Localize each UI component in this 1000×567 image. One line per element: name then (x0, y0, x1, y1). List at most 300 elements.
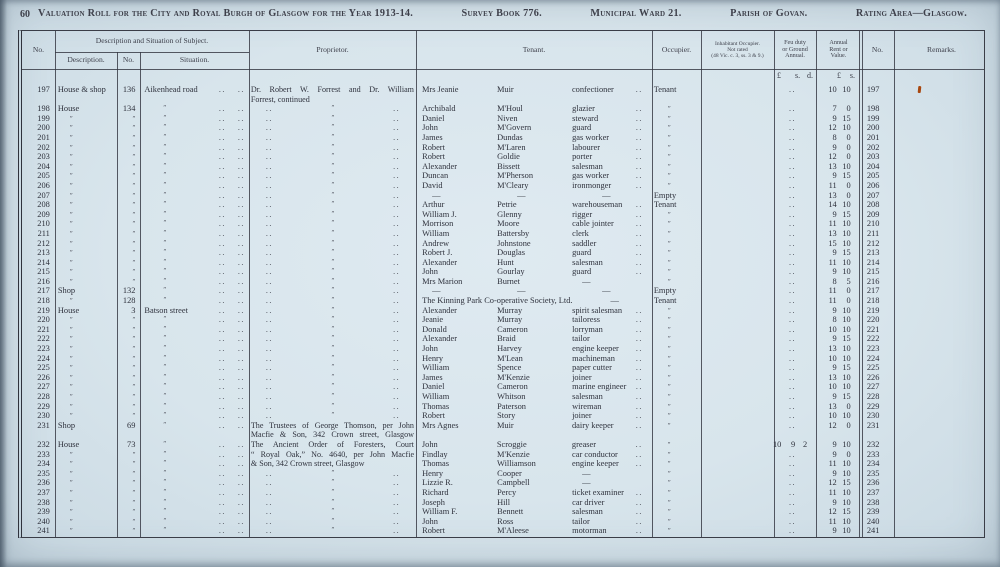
cell-street-no: ″ (132, 258, 136, 267)
cell-street-no: 132 (122, 286, 136, 296)
cell-remarks (890, 152, 984, 162)
col-header-description: Description. (67, 55, 105, 65)
col-header-street-no: No. (122, 55, 135, 65)
cell-occupier: ″ (667, 335, 671, 344)
cell-remarks (890, 402, 984, 412)
cell-annual-rent: 11 0 (828, 286, 851, 296)
cell-entry-no: 231 (37, 420, 50, 430)
cell-annual-rent: 12 10 (828, 123, 851, 133)
cell-feu-duty: .. (789, 190, 797, 200)
cell-situation: ″ .. .. (163, 296, 245, 306)
cell-remarks (890, 459, 984, 469)
cell-feu-duty: .. (789, 497, 797, 507)
cell-remarks (890, 373, 984, 383)
cell-entry-no-right: 216 (866, 276, 880, 286)
cell-proprietor: .. ″ .. (265, 228, 401, 238)
cell-occupier: ″ (667, 153, 671, 162)
cell-annual-rent: 15 10 (828, 238, 851, 248)
cell-annual-rent: 9 15 (832, 209, 851, 219)
cell-inhabitant-occupier (698, 392, 771, 402)
cell-tenant: William Whitson salesman .. (422, 392, 643, 401)
table-row (22, 171, 984, 181)
cell-annual-rent: 13 10 (828, 372, 851, 382)
cell-remarks (890, 315, 984, 325)
cell-remarks (890, 488, 984, 498)
cell-entry-no-right: 221 (866, 324, 880, 334)
cell-street-no: ″ (132, 354, 136, 363)
cell-situation: ″ .. .. (163, 497, 245, 507)
cell-inhabitant-occupier (698, 229, 771, 239)
cell-annual-rent: 10 10 (828, 382, 851, 392)
cell-tenant: Robert M'Aleese motorman .. (422, 526, 643, 536)
col-header-group: Description and Situation of Subject. (95, 36, 209, 46)
table-row (22, 229, 984, 239)
cell-street-no: ″ (132, 191, 136, 200)
cell-feu-duty: .. (789, 411, 797, 421)
cell-annual-rent: 7 0 (832, 104, 851, 114)
cell-remarks (890, 440, 984, 450)
cell-occupier: ″ (667, 239, 671, 248)
cell-street-no: ″ (132, 469, 136, 478)
cell-tenant: Alexander Bissett salesman .. (422, 161, 643, 171)
cell-situation: ″ .. .. (163, 526, 245, 536)
cell-tenant: David M'Cleary ironmonger .. (422, 180, 643, 190)
cell-entry-no-right: 208 (866, 200, 880, 210)
cell-proprietor: .. ″ .. (265, 315, 401, 325)
cell-entry-no: 211 (37, 228, 50, 238)
cell-inhabitant-occupier (698, 152, 771, 162)
cell-street-no: ″ (132, 220, 136, 229)
cell-description: ″ (69, 460, 73, 469)
cell-tenant: Alexander Braid tailor .. (422, 334, 643, 344)
cell-entry-no-right: 233 (866, 449, 880, 459)
table-row (22, 152, 984, 162)
cell-annual-rent: 12 0 (828, 420, 851, 430)
cell-proprietor: .. ″ .. (265, 248, 401, 258)
cell-feu-duty: .. (789, 248, 797, 258)
cell-description: ″ (69, 220, 73, 229)
cell-situation: ″ .. .. (163, 363, 245, 373)
cell-proprietor: .. ″ .. (265, 161, 401, 171)
cell-feu-duty: .. (789, 344, 797, 354)
cell-feu-duty: .. (789, 238, 797, 248)
cell-tenant: Mrs Jeanie Muir confectioner .. (421, 85, 643, 94)
cell-inhabitant-occupier (698, 296, 771, 306)
cell-feu-duty: .. (789, 459, 797, 469)
cell-street-no: ″ (132, 201, 136, 210)
cell-annual-rent: 10 10 (828, 353, 851, 363)
cell-feu-duty: .. (789, 276, 797, 286)
cell-proprietor: .. ″ .. (265, 363, 401, 373)
cell-occupier: Tenant (653, 85, 677, 94)
cell-situation: ″ .. .. (163, 113, 245, 123)
cell-description: ″ (69, 354, 73, 363)
cell-proprietor: .. ″ .. (265, 142, 401, 152)
cell-entry-no-right: 228 (866, 392, 880, 401)
cell-annual-rent: 10 10 (828, 411, 851, 421)
cell-description: ″ (69, 201, 73, 210)
cell-street-no: ″ (132, 488, 136, 497)
cell-annual-rent: 9 0 (832, 449, 851, 459)
cell-occupier: ″ (667, 517, 671, 526)
cell-situation: ″ .. .. (163, 132, 245, 142)
cell-annual-rent: 13 0 (828, 190, 851, 200)
cell-proprietor: .. ″ .. (265, 200, 401, 210)
cell-situation: ″ .. .. (163, 449, 245, 459)
cell-tenant: Daniel Cameron marine engineer .. (422, 382, 643, 392)
table-row (22, 469, 984, 479)
cell-occupier: Tenant (653, 200, 677, 210)
cell-inhabitant-occupier (698, 200, 771, 210)
cell-remarks (890, 498, 984, 508)
cell-annual-rent: 9 15 (832, 334, 851, 344)
cell-feu-duty: .. (789, 478, 797, 488)
cell-inhabitant-occupier (698, 325, 771, 335)
cell-inhabitant-occupier (698, 258, 771, 268)
cell-description: ″ (69, 373, 73, 382)
cell-entry-no: 200 (37, 123, 50, 133)
cell-remarks (890, 123, 984, 133)
cell-situation: ″ .. .. (163, 315, 245, 325)
cell-street-no: ″ (132, 239, 136, 248)
cell-feu-duty: .. (789, 219, 797, 229)
cell-street-no: ″ (132, 412, 136, 421)
table-row (22, 210, 984, 220)
cell-tenant: The Kinning Park Co-operative Society, Ltd. — (422, 296, 619, 306)
cell-street-no: 128 (122, 296, 136, 306)
cell-entry-no: 214 (37, 257, 50, 267)
cell-entry-no: 201 (37, 132, 50, 142)
table-row (22, 219, 984, 229)
cell-situation: Batson street .. .. (144, 305, 245, 315)
cell-description: ″ (69, 527, 73, 536)
cell-situation: ″ .. .. (163, 344, 245, 354)
cell-occupier: Empty (653, 190, 677, 200)
cell-occupier: ″ (667, 373, 671, 382)
cell-occupier: ″ (667, 306, 671, 315)
cell-annual-rent: 9 10 (832, 305, 851, 315)
cell-occupier: ″ (667, 354, 671, 363)
table-row (22, 325, 984, 335)
cell-inhabitant-occupier (698, 488, 771, 498)
cell-inhabitant-occupier (698, 248, 771, 258)
cell-feu-duty: .. (789, 113, 797, 123)
title-segment-survey-book: Survey Book 776. (461, 8, 542, 19)
cell-proprietor: .. ″ .. (265, 209, 401, 219)
cell-proprietor: .. ″ .. (265, 468, 401, 478)
cell-feu-duty: .. (789, 161, 797, 171)
cell-situation: ″ .. .. (163, 372, 245, 382)
cell-situation: ″ .. .. (163, 267, 245, 277)
cell-remarks (890, 382, 984, 392)
cell-feu-duty: .. (789, 152, 797, 162)
page-title (38, 8, 967, 19)
cell-occupier: ″ (667, 143, 671, 152)
cell-entry-no: 223 (37, 344, 50, 354)
cell-occupier: ″ (667, 393, 671, 401)
cell-description: ″ (69, 191, 73, 200)
page-edge-shadow (0, 0, 7, 567)
cell-feu-duty: .. (789, 372, 797, 382)
cell-feu-duty: .. (789, 420, 796, 430)
cell-feu-duty: .. (789, 353, 797, 363)
cell-occupier: Tenant (653, 296, 677, 306)
cell-situation: ″ .. .. (163, 171, 245, 181)
cell-inhabitant-occupier (698, 478, 771, 488)
cell-inhabitant-occupier (698, 315, 771, 325)
cell-entry-no: 212 (37, 238, 50, 248)
cell-tenant: Joseph Hill car driver .. (422, 497, 643, 507)
table-row (22, 191, 984, 201)
cell-occupier: ″ (667, 469, 671, 478)
table-row (22, 143, 984, 153)
table-row (22, 133, 984, 143)
cell-inhabitant-occupier (698, 334, 771, 344)
table-row (22, 411, 984, 421)
cell-entry-no-right: 240 (866, 516, 880, 526)
cell-occupier: ″ (667, 220, 671, 229)
cell-occupier: ″ (667, 440, 671, 449)
cell-inhabitant-occupier (698, 459, 771, 469)
cell-entry-no: 220 (37, 315, 50, 325)
cell-feu-duty: .. (789, 526, 797, 536)
cell-street-no: ″ (132, 172, 136, 181)
cell-occupier: ″ (667, 450, 671, 459)
cell-remarks (890, 248, 984, 258)
cell-entry-no: 234 (37, 459, 50, 469)
cell-tenant: Arthur Petrie warehouseman .. (422, 200, 643, 210)
cell-situation: ″ .. .. (163, 180, 245, 190)
cell-entry-no-right: 226 (866, 372, 880, 382)
cell-inhabitant-occupier (698, 239, 771, 249)
cell-tenant: Robert Story joiner .. (422, 411, 643, 421)
cell-inhabitant-occupier (698, 181, 771, 191)
cell-remarks (890, 421, 984, 440)
cell-entry-no: 239 (37, 507, 50, 517)
cell-description: ″ (69, 277, 73, 286)
cell-proprietor: .. ″ .. (265, 516, 401, 526)
table-row (22, 334, 984, 344)
cell-tenant: Findlay M'Kenzie car conductor .. (422, 449, 643, 459)
cell-situation: ″ .. .. (163, 248, 245, 258)
cell-annual-rent: 12 0 (828, 152, 851, 162)
cell-tenant: Robert M'Laren labourer .. (422, 142, 643, 152)
cell-street-no: ″ (132, 181, 136, 190)
cell-situation: ″ .. .. (163, 392, 245, 401)
cell-tenant: James M'Kenzie joiner .. (422, 372, 643, 382)
cell-remarks (890, 258, 984, 268)
cell-feu-duty: .. (789, 200, 797, 210)
cell-entry-no-right: 206 (866, 180, 880, 190)
cell-entry-no: 226 (37, 372, 50, 382)
cell-entry-no: 241 (37, 526, 50, 536)
cell-street-no: ″ (132, 335, 136, 344)
cell-inhabitant-occupier (698, 219, 771, 229)
cell-inhabitant-occupier (698, 143, 771, 153)
cell-tenant: William Battersby clerk .. (422, 228, 643, 238)
cell-annual-rent: 8 10 (832, 315, 851, 325)
cell-annual-rent: 9 10 (832, 497, 851, 507)
cell-tenant: Thomas Williamson engine keeper .. (422, 459, 643, 469)
cell-street-no: 3 (131, 305, 136, 315)
cell-situation: ″ .. .. (163, 516, 245, 526)
cell-annual-rent: 14 10 (828, 200, 851, 210)
cell-street-no: ″ (132, 479, 136, 488)
cell-annual-rent: 9 0 (832, 142, 851, 152)
cell-feu-duty: .. (789, 209, 797, 219)
table-row (22, 488, 984, 498)
cell-inhabitant-occupier (698, 526, 771, 536)
cell-tenant: Robert J. Douglas guard .. (422, 248, 643, 258)
cell-feu-duty: .. (789, 267, 797, 277)
cell-description: ″ (69, 239, 73, 248)
cell-street-no: ″ (132, 210, 136, 219)
cell-entry-no-right: 198 (866, 104, 880, 114)
cell-annual-rent: 11 10 (828, 487, 851, 497)
cell-proprietor: .. ″ .. (265, 372, 401, 382)
cell-entry-no: 228 (37, 392, 50, 401)
cell-inhabitant-occupier (698, 507, 771, 517)
cell-inhabitant-occupier (698, 344, 771, 354)
cell-tenant: John Harvey engine keeper .. (422, 344, 643, 354)
cell-remarks (890, 306, 984, 316)
cell-annual-rent: 13 10 (828, 344, 851, 354)
cell-feu-duty: .. (789, 382, 797, 392)
cell-entry-no-right: 204 (866, 161, 880, 171)
cell-occupier: ″ (667, 124, 671, 133)
cell-annual-rent: 11 10 (828, 219, 851, 229)
cell-situation: ″ .. .. (163, 123, 245, 133)
cell-entry-no-right: 215 (866, 267, 880, 277)
col-header-no-right: No. (871, 44, 884, 54)
cell-proprietor: .. ″ .. (265, 411, 401, 421)
cell-occupier: ″ (667, 383, 671, 392)
cell-proprietor: .. ″ .. (265, 324, 401, 334)
cell-entry-no: 227 (37, 382, 50, 392)
cell-entry-no-right: 199 (866, 113, 880, 123)
cell-annual-rent: 10 10 (828, 85, 851, 94)
cell-annual-rent: 11 10 (828, 459, 851, 469)
cell-tenant: Lizzie R. Campbell — (422, 478, 591, 488)
cell-annual-rent: 9 15 (832, 171, 851, 181)
cell-feu-duty: .. (789, 180, 797, 190)
cell-occupier: ″ (667, 277, 671, 286)
cell-inhabitant-occupier (698, 517, 771, 527)
cell-entry-no: 235 (37, 468, 50, 478)
cell-entry-no-right: 229 (866, 401, 880, 411)
cell-entry-no: 222 (37, 334, 50, 344)
cell-inhabitant-occupier (698, 373, 771, 383)
cell-proprietor: .. ″ .. (265, 497, 401, 507)
cell-inhabitant-occupier (698, 402, 771, 412)
table-row (22, 200, 984, 210)
cell-proprietor: .. ″ .. (265, 334, 401, 344)
cell-street-no: ″ (132, 114, 136, 123)
cell-proprietor: .. ″ .. (265, 104, 401, 114)
cell-proprietor: .. ″ .. (265, 238, 401, 248)
cell-street-no: 134 (122, 104, 136, 114)
cell-annual-rent: 11 10 (828, 516, 851, 526)
cell-annual-rent: 12 15 (828, 478, 851, 488)
cell-occupier: ″ (667, 402, 671, 411)
cell-situation: ″ .. .. (163, 487, 245, 497)
cell-situation: ″ .. .. (163, 382, 245, 392)
cell-remarks (890, 191, 984, 201)
cell-entry-no: 206 (37, 180, 50, 190)
cell-tenant: Robert Goldie porter .. (422, 152, 643, 162)
cell-occupier: ″ (667, 479, 671, 488)
cell-entry-no-right: 219 (866, 305, 880, 315)
cell-tenant: James Dundas gas worker .. (422, 132, 643, 142)
table-row (22, 354, 984, 364)
cell-entry-no: 240 (37, 516, 50, 526)
cell-remarks (890, 210, 984, 220)
cell-inhabitant-occupier (698, 363, 771, 373)
cell-entry-no-right: 207 (866, 190, 880, 200)
cell-occupier: ″ (667, 460, 671, 469)
cell-street-no: ″ (132, 517, 136, 526)
cell-description: ″ (69, 517, 73, 526)
cell-situation: ″ .. .. (163, 411, 245, 421)
cell-description: ″ (69, 402, 73, 411)
cell-annual-rent: 9 15 (832, 248, 851, 258)
cell-entry-no: 224 (37, 353, 50, 363)
cell-proprietor: The Ancient Order of Foresters, Court (250, 439, 414, 449)
cell-entry-no: 233 (37, 449, 50, 459)
cell-entry-no: 221 (37, 324, 50, 334)
cell-situation: ″ .. .. (163, 161, 245, 171)
cell-tenant: John Gourlay guard .. (422, 267, 643, 277)
cell-feu-duty: .. (789, 305, 797, 315)
cell-occupier: Empty (653, 286, 677, 296)
page-number: 60 (20, 9, 30, 20)
cell-entry-no-right: 241 (866, 526, 880, 536)
cell-occupier: ″ (667, 105, 671, 114)
cell-tenant: Henry M'Lean machineman .. (422, 353, 643, 363)
cell-feu-duty: .. (789, 507, 797, 517)
table-row (22, 296, 984, 306)
cell-description: ″ (69, 383, 73, 392)
cell-entry-no: 198 (37, 104, 50, 114)
cell-feu-duty: .. (789, 132, 797, 142)
cell-annual-rent: 8 0 (832, 132, 851, 142)
cell-remarks (890, 85, 984, 104)
cell-street-no: ″ (132, 393, 136, 401)
table-row (22, 402, 984, 412)
table-row (22, 507, 984, 517)
cell-entry-no-right: 237 (866, 487, 880, 497)
cell-street-no: ″ (132, 460, 136, 469)
cell-situation: ″ .. .. (163, 468, 245, 478)
cell-street-no: ″ (132, 450, 136, 459)
cell-tenant: John M'Govern guard .. (422, 123, 643, 133)
cell-tenant: Mrs Marion Burnet — (422, 276, 591, 286)
cell-entry-no-right: 200 (866, 123, 880, 133)
cell-inhabitant-occupier (698, 133, 771, 143)
cell-remarks (890, 325, 984, 335)
cell-tenant: Daniel Niven steward .. (422, 113, 643, 123)
cell-tenant: Archibald M'Houl glazier .. (422, 104, 643, 114)
cell-feu-duty: .. (789, 228, 797, 238)
cell-annual-rent: 9 10 (832, 468, 851, 478)
cell-tenant: Alexander Hunt salesman .. (422, 257, 643, 267)
cell-annual-rent: 8 5 (832, 276, 851, 286)
cell-remarks (890, 354, 984, 364)
cell-situation: ″ .. .. (163, 219, 245, 229)
cell-proprietor: .. ″ .. (265, 286, 401, 296)
cell-street-no: ″ (132, 249, 136, 258)
cell-description: ″ (69, 393, 73, 401)
